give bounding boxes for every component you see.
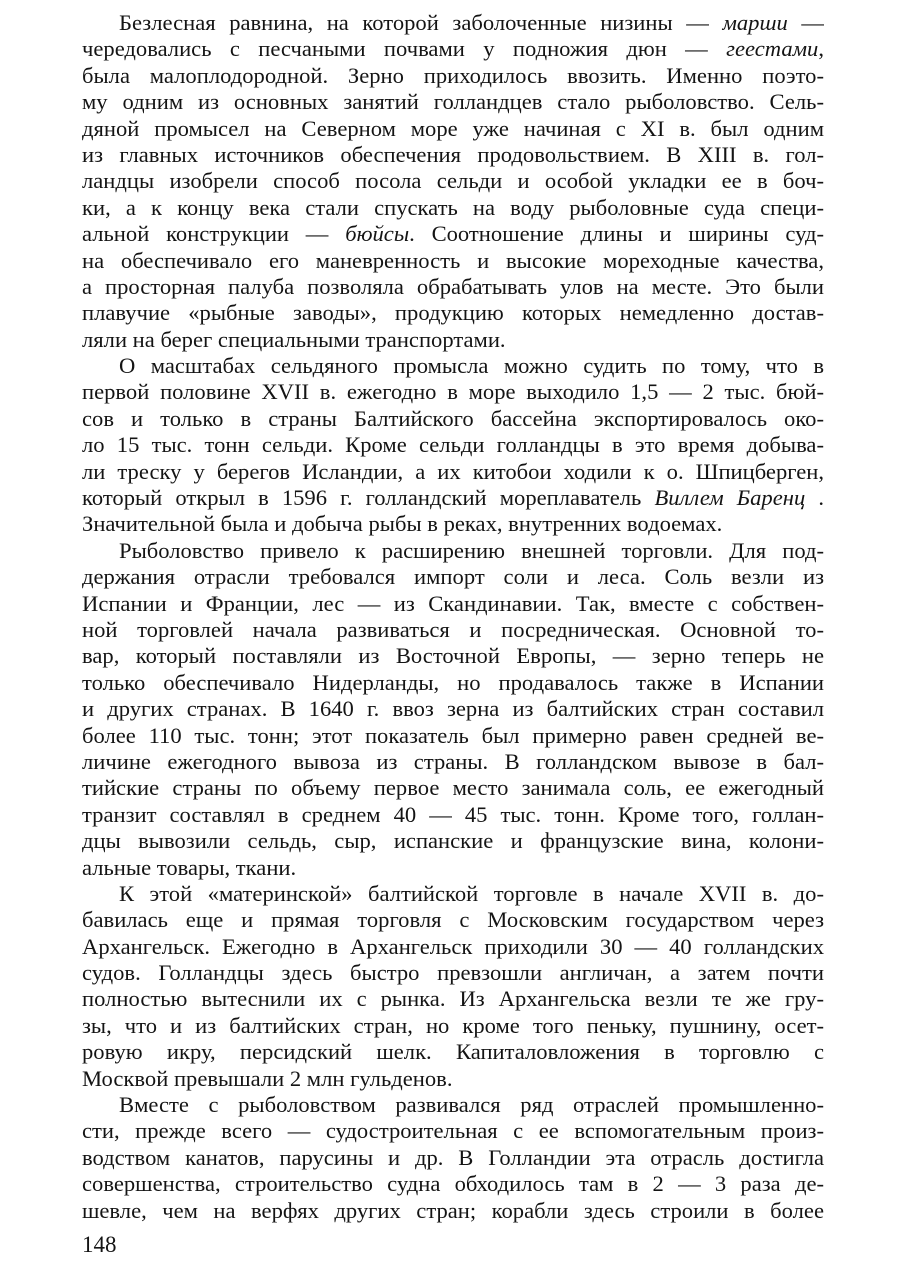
text-line [82,855,824,881]
text-run: а просторная палуба позволяла обрабатывать улов на месте. Это были [82,273,824,299]
text-line [82,828,824,854]
text-run: только обеспечивало Нидерланды, но продавалось также в Испании [82,669,824,695]
text-run: сти, прежде всего — судостроительная с ее вспомогательным произ- [82,1118,824,1144]
text-line [82,960,824,986]
text-run: плавучие «рыбные заводы», продукцию которых немедленно достав- [82,300,824,326]
text-run: сов и только в страны Балтийского бассейна экспортировалось око- [82,405,824,431]
text-line [82,1066,824,1092]
text-run: шевле, чем на верфях других стран; корабли здесь строили в более [82,1197,824,1223]
text-run: О масштабах сельдяного промысла можно судить по тому, что в [119,353,824,379]
text-line [82,248,824,274]
text-line [82,723,824,749]
text-line [82,168,824,194]
text-run: ной торговлей начала развиваться и посредническая. Основной то- [82,616,824,642]
text-run: му одним из основных занятий голландцев стало рыболовство. Сель- [82,89,824,115]
text-line [82,802,824,828]
text-run: личине ежегодного вывоза из страны. В голландском вывозе в бал- [82,748,824,774]
text-run: и других странах. В 1640 г. ввоз зерна из балтийских стран составил [82,696,824,722]
text-line [82,221,824,247]
text-line [82,353,824,379]
text-line [82,195,824,221]
text-line [82,1145,824,1171]
text-run: Рыболовство привело к расширению внешней торговли. Для под- [119,537,824,563]
text-run: тийские страны по объему первое место занимала соль, ее ежегодный [82,775,824,801]
text-run: ровую икру, персидский шелк. Капиталовложения в торговлю с [82,1039,824,1065]
text-line [82,1092,824,1118]
text-run: водством канатов, парусины и др. В Голландии эта отрасль достигла [82,1144,824,1170]
text-line [82,775,824,801]
text-run: чередовались с песчаными почвами у подножия дюн — [82,36,727,62]
text-run: ки, а к концу века стали спускать на воду рыболовные суда специ- [82,194,824,220]
text-run: судов. Голландцы здесь быстро превзошли англичан, а затем почти [82,960,824,986]
text-run: ландцы изобрели способ посола сельди и особой укладки ее в боч- [82,168,824,194]
text-run: дяной промысел на Северном море уже начиная с XI в. был одним [82,115,824,141]
text-run: Архангельск. Ежегодно в Архангельск приходили 30 — 40 голландских [82,933,824,959]
text-run: . Соотношение длины и ширины суд- [409,221,824,247]
text-run: — [787,10,824,35]
text-run: ло 15 тыс. тонн сельди. Кроме сельди голландцы в это время добыва- [82,432,824,458]
text-line [82,485,824,511]
text-run: держания отрасли требовался импорт соли и леса. Соль везли из [82,564,824,590]
text-run: Безлесная равнина, на которой заболоченные низины — [119,10,723,35]
text-run: альные товары, ткани. [82,854,297,880]
text-line [82,10,824,36]
text-line [82,643,824,669]
text-line [82,934,824,960]
text-line [82,459,824,485]
text-run: полностью вытеснили их с рынка. Из Архангельска везли те же гру- [82,986,824,1012]
text-line [82,881,824,907]
text-run: зы, что и из балтийских стран, но кроме того пеньку, пушнину, осет- [82,1012,824,1038]
text-run: , [818,36,824,62]
text-line [82,142,824,168]
text-run: . [805,485,824,511]
text-run: дцы вывозили сельдь, сыр, испанские и французские вина, колони- [82,828,824,854]
text-run: Вместе с рыболовством развивался ряд отраслей промышленно- [119,1092,824,1118]
text-run: вар, который поставляли из Восточной Европы, — зерно теперь не [82,643,824,669]
text-line [82,274,824,300]
text-run: который открыл в 1596 г. голландский мореплаватель [82,485,655,511]
text-line [82,89,824,115]
text-line [82,379,824,405]
text-run: из главных источников обеспечения продовольствием. В XIII в. гол- [82,141,824,167]
text-line [82,116,824,142]
text-run: Значительной была и добыча рыбы в реках, внутренних водоемах. [82,511,723,537]
text-run: ли треску у берегов Исландии, а их китобои ходили к о. Шпицберген, [82,458,824,484]
body-text [82,10,824,1224]
text-run: более 110 тыс. тонн; этот показатель был примерно равен средней ве- [82,722,824,748]
text-run: Испании и Франции, лес — из Скандинавии. Так, вместе с собствен- [82,590,824,616]
text-run: бавилась еще и прямая торговля с Московским государством через [82,907,824,933]
text-run: первой половине XVII в. ежегодно в море выходило 1,5 — 2 тыс. бюй- [82,379,824,405]
text-run: совершенства, строительство судна обходилось там в 2 — 3 раза де- [82,1171,824,1197]
text-line [82,617,824,643]
text-line [82,327,824,353]
text-line [82,670,824,696]
page-number: 148 [82,1232,117,1257]
text-line [82,986,824,1012]
italic-term: Виллем Баренц [654,485,806,511]
text-run: альной конструкции — [82,221,346,247]
text-line [82,36,824,62]
text-line [82,696,824,722]
text-run: была малоплодородной. Зерно приходилось ввозить. Именно поэто- [82,62,824,88]
text-line [82,432,824,458]
text-line [82,1198,824,1224]
text-line [82,749,824,775]
text-run: на обеспечивало его маневренность и высокие мореходные качества, [82,247,824,273]
text-line [82,511,824,537]
text-run: К этой «материнской» балтийской торговле в начале XVII в. до- [119,880,824,906]
text-line [82,907,824,933]
text-line [82,300,824,326]
text-line [82,1013,824,1039]
text-run: транзит составлял в среднем 40 — 45 тыс. тонн. Кроме того, голлан- [82,801,824,827]
italic-term: бюйсы [345,221,410,247]
text-line [82,564,824,590]
text-line [82,591,824,617]
text-line [82,406,824,432]
text-line [82,1039,824,1065]
text-run: Москвой превышали 2 млн гульденов. [82,1065,453,1091]
text-run: ляли на берег специальными транспортами. [82,326,506,352]
text-line [82,1171,824,1197]
text-line [82,63,824,89]
text-line [82,538,824,564]
text-line [82,1118,824,1144]
italic-term: марши [722,10,788,35]
italic-term: геестами [726,36,819,62]
